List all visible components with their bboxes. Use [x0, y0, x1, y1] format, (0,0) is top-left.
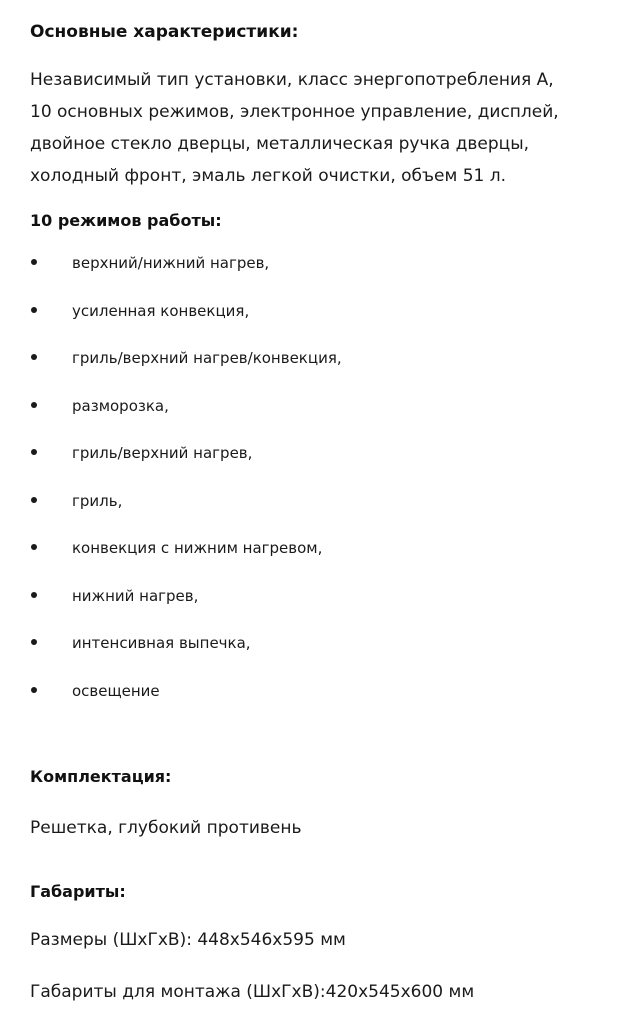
dimensions-mounting-text: Габариты для монтажа (ШхГхВ):420х545х600 мм [30, 982, 475, 1002]
mode-label: гриль/верхний нагрев, [72, 444, 253, 462]
bullet-icon [31, 592, 37, 598]
dimensions-size-text: Размеры (ШхГхВ): 448х546х595 мм [30, 930, 346, 950]
mode-label: разморозка, [72, 396, 169, 415]
mode-label: верхний/нижний нагрев, [72, 254, 270, 272]
mode-label: конвекция с нижним нагревом, [72, 539, 323, 557]
bullet-icon [31, 497, 37, 503]
bullet-icon [31, 687, 37, 693]
mode-label: нижний нагрев, [72, 586, 199, 605]
bullet-icon [31, 449, 37, 455]
mode-label: освещение [72, 681, 160, 700]
package-heading: Комплектация: [30, 767, 172, 786]
main-characteristics-text [30, 64, 559, 192]
bullet-icon [31, 544, 37, 550]
mode-label: гриль/верхний нагрев/конвекция, [72, 349, 342, 367]
main-characteristics-line: Независимый тип установки, класс энергопотребления А, [30, 70, 554, 90]
main-characteristics-line: холодный фронт, эмаль легкой очистки, объем 51 л. [30, 166, 507, 186]
bullet-icon [31, 307, 37, 313]
bullet-icon [31, 354, 37, 360]
dimensions-heading: Габариты: [30, 882, 126, 901]
modes-heading: 10 режимов работы: [30, 211, 222, 230]
main-characteristics-line: 10 основных режимов, электронное управление, дисплей, [30, 102, 559, 122]
bullet-icon [31, 259, 37, 265]
main-characteristics-line: двойное стекло дверцы, металлическая ручка дверцы, [30, 134, 530, 154]
bullet-icon [31, 402, 37, 408]
bullet-icon [31, 639, 37, 645]
package-text: Решетка, глубокий противень [30, 818, 302, 838]
main-characteristics-heading: Основные характеристики: [30, 22, 299, 42]
mode-label: гриль, [72, 491, 123, 510]
mode-label: интенсивная выпечка, [72, 634, 251, 652]
mode-label: усиленная конвекция, [72, 301, 250, 320]
